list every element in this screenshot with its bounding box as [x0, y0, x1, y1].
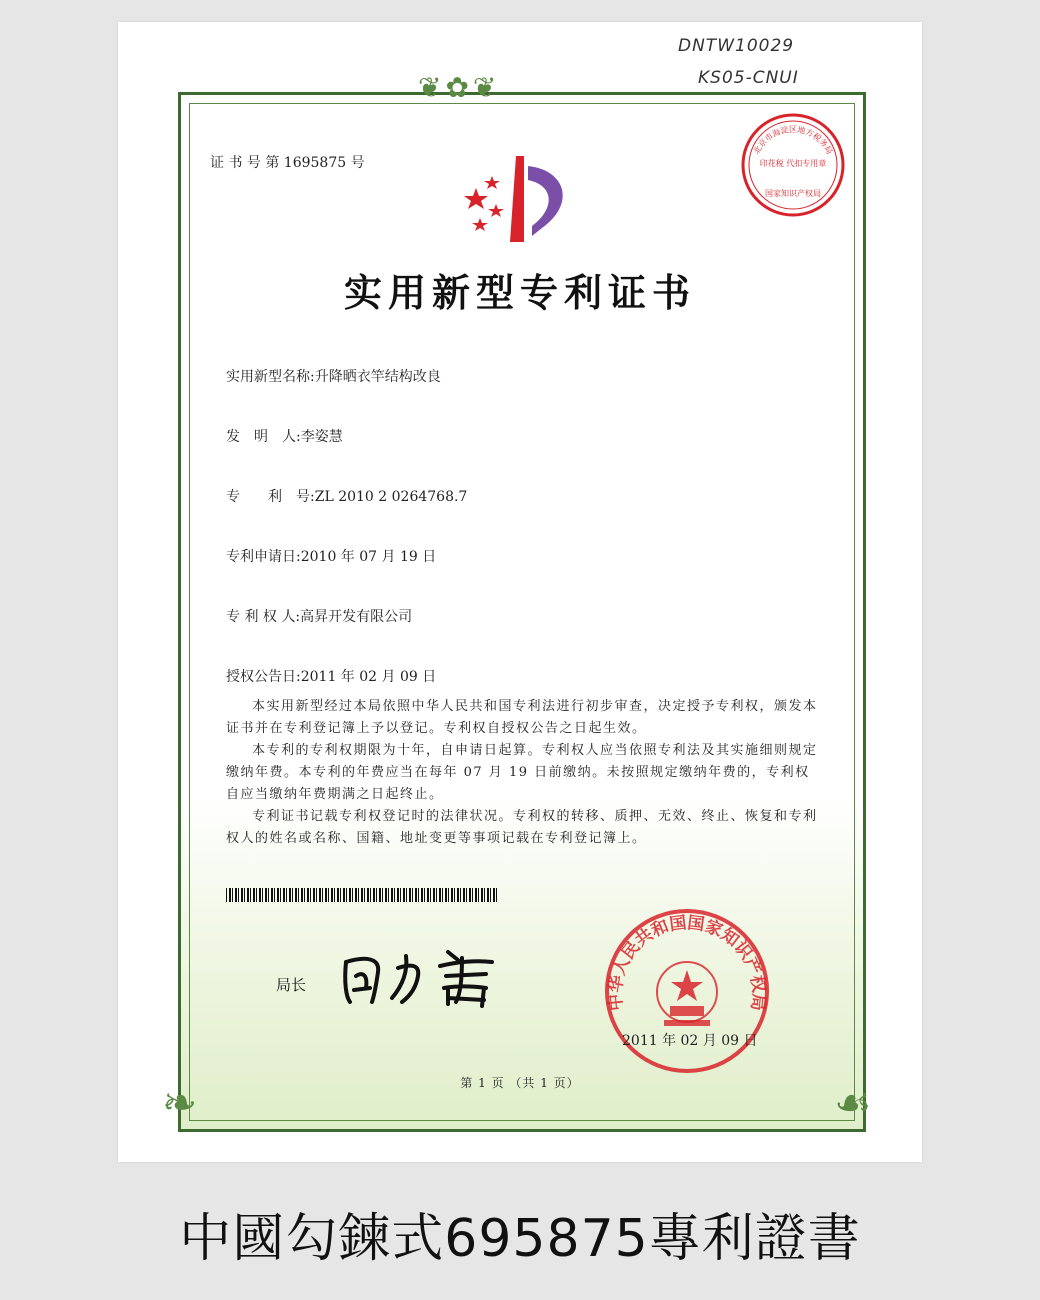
corner-ornament-right-icon: ☙ — [834, 1078, 872, 1127]
corner-ornament-left-icon: ❧ — [162, 1078, 198, 1127]
body-paragraph: 专利证书记载专利权登记时的法律状况。专利权的转移、质押、无效、终止、恢复和专利权人的姓名或名称、国籍、地址变更等事项记载在专利登记簿上。 — [226, 809, 818, 846]
field-value: 2010 年 07 月 19 日 — [300, 549, 437, 565]
certificate-sheet — [118, 22, 922, 1162]
seal-text: 中华人民共和国国家知识产权局 — [605, 913, 769, 1012]
director-label: 局长 — [276, 976, 307, 994]
barcode — [226, 888, 498, 902]
field-value: ZL 2010 2 0264768.7 — [314, 489, 468, 505]
field-label: 专 利 权 人: — [226, 609, 301, 625]
top-ornament-icon: ❦✿❦ — [418, 71, 501, 104]
tax-seal-center: 印花税 代扣专用章 — [759, 159, 827, 168]
tax-seal-bottom: 国家知识产权局 — [765, 189, 821, 198]
field-label: 实用新型名称: — [226, 369, 315, 385]
field-value: 2011 年 02 月 09 日 — [300, 669, 437, 685]
body-paragraph: 本实用新型经过本局依照中华人民共和国专利法进行初步审查，决定授予专利权，颁发本证书并在专利登记簿上予以登记。专利权自授权公告之日起生效。 — [226, 699, 818, 736]
field-label: 授权公告日: — [226, 669, 301, 685]
sipo-official-seal — [602, 906, 772, 1076]
page-number: 第 1 页 （共 1 页） — [460, 1076, 580, 1090]
handwritten-code-1: DNTW10029 — [678, 36, 795, 56]
field-inventor — [226, 426, 826, 446]
field-patentee — [226, 606, 826, 626]
director-signature — [336, 942, 506, 1012]
seal-date: 2011 年 02 月 09 日 — [622, 1033, 758, 1049]
tax-stamp-seal — [738, 110, 848, 220]
field-label: 发 明 人: — [226, 429, 301, 445]
field-utility-model-name — [226, 366, 826, 386]
certificate-body — [226, 696, 818, 850]
patent-office-logo-icon — [458, 146, 588, 246]
tax-seal-text: 北京市海淀区地方税务局 — [751, 125, 835, 156]
certificate-fields — [226, 366, 826, 726]
image-caption: 中國勾鍊式695875專利證書 — [179, 1209, 861, 1269]
field-label: 专 利 号: — [226, 489, 315, 505]
field-value: 升降晒衣竿结构改良 — [314, 369, 441, 385]
handwritten-code-2: KS05-CNUI — [698, 68, 799, 88]
body-paragraph: 本专利的专利权期限为十年，自申请日起算。专利权人应当依照专利法及其实施细则规定缴纳年费。本专利的年费应当在每年 07 月 19 日前缴纳。未按照规定缴纳年费的，专利权自应当缴纳年费期满之日起终止。 — [226, 743, 818, 802]
field-grant-date — [226, 666, 826, 686]
certificate-number: 证 书 号 第 1695875 号 — [210, 155, 365, 171]
field-label: 专利申请日: — [226, 549, 301, 565]
field-patent-number — [226, 486, 826, 506]
field-value: 李姿慧 — [300, 429, 343, 445]
field-application-date — [226, 546, 826, 566]
field-value: 高昇开发有限公司 — [300, 609, 413, 625]
certificate-title: 实用新型专利证书 — [343, 270, 696, 315]
svg-text:北京市海淀区地方税务局 — [751, 124, 834, 156]
